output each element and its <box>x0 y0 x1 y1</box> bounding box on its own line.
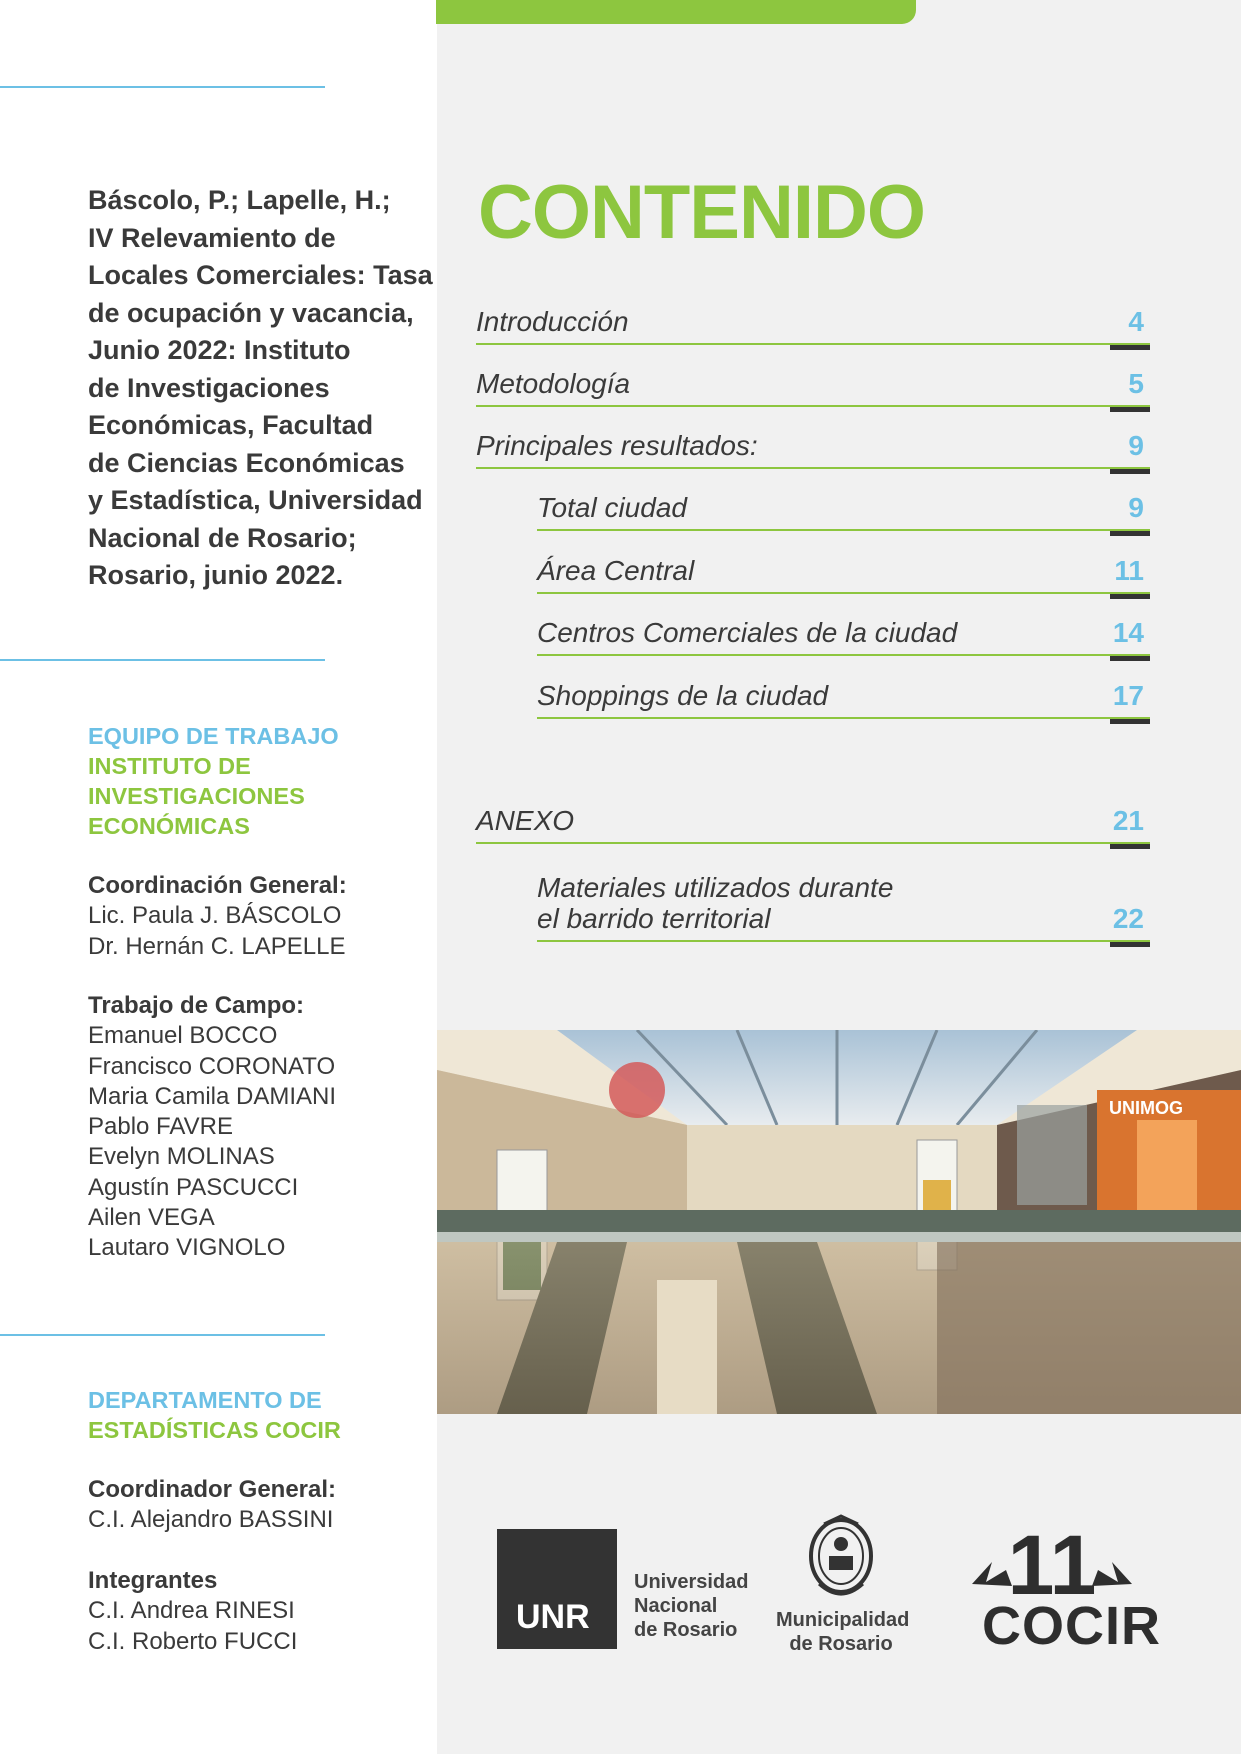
unr-name <box>634 1570 748 1642</box>
toc-subentry[interactable] <box>537 659 1150 719</box>
toc-underline <box>476 343 1150 345</box>
member-name: Lic. Paula J. BÁSCOLO <box>88 902 342 930</box>
toc-page-number: 5 <box>1128 368 1144 399</box>
member-name: Evelyn MOLINAS <box>88 1143 275 1171</box>
unr-name-line: de Rosario <box>634 1619 738 1641</box>
toc-underline <box>537 717 1150 719</box>
group-title: Integrantes <box>88 1567 218 1594</box>
member-name: Ailen VEGA <box>88 1204 215 1232</box>
municipality-name <box>776 1608 910 1656</box>
citation-line: IV Relevamiento de <box>88 222 336 253</box>
toc-label: Principales resultados: <box>476 430 758 461</box>
citation-line: Locales Comerciales: Tasa <box>88 260 433 290</box>
member-name: Dr. Hernán C. LAPELLE <box>88 932 346 960</box>
cocir-name: COCIR <box>982 1596 1161 1656</box>
divider-rule <box>0 659 325 661</box>
citation-line: Junio 2022: Instituto <box>88 335 351 365</box>
toc-underline <box>476 467 1150 469</box>
team-heading <box>88 721 339 841</box>
member-name: C.I. Alejandro BASSINI <box>88 1506 334 1534</box>
toc-subentry[interactable] <box>537 596 1150 656</box>
toc-label <box>537 872 893 934</box>
group-title: Coordinador General: <box>88 1476 337 1503</box>
cocir-emblem-icon <box>972 1516 1132 1598</box>
toc-subentry[interactable] <box>537 862 1150 942</box>
toc-underline <box>537 529 1150 531</box>
member-name: Maria Camila DAMIANI <box>88 1082 337 1110</box>
group-title: Trabajo de Campo: <box>88 992 305 1019</box>
unr-logo <box>497 1529 617 1649</box>
toc-page-number: 11 <box>1114 555 1144 586</box>
citation-line: y Estadística, Universidad <box>88 485 423 515</box>
toc-page-number: 9 <box>1128 430 1144 461</box>
member-name: C.I. Roberto FUCCI <box>88 1627 298 1655</box>
top-accent-bar <box>436 0 916 24</box>
mall-illustration <box>437 1030 1241 1414</box>
citation-line: de Ciencias Económicas <box>88 447 405 478</box>
toc-entry[interactable] <box>476 784 1150 844</box>
municipality-name-line: de Rosario <box>789 1633 893 1655</box>
contents-title: CONTENIDO <box>478 170 925 255</box>
citation-line: Nacional de Rosario; <box>88 522 357 553</box>
municipality-seal-icon <box>804 1514 878 1604</box>
department-heading-line: ESTADÍSTICAS COCIR <box>88 1417 341 1443</box>
toc-page-number: 14 <box>1112 617 1144 648</box>
toc-underline <box>537 592 1150 594</box>
toc-page-number: 9 <box>1128 492 1144 523</box>
toc-label: Área Central <box>537 555 695 586</box>
toc-page-number: 17 <box>1112 680 1144 711</box>
toc-page-marker <box>1110 844 1150 849</box>
toc-page-number: 4 <box>1128 306 1144 337</box>
team-heading-line: INVESTIGACIONES <box>88 783 305 809</box>
toc-label: Total ciudad <box>537 492 687 523</box>
cocir-number: 11 <box>1007 1518 1097 1598</box>
citation-line: de ocupación y vacancia, <box>88 297 414 328</box>
store-sign: UNIMOG <box>1109 1098 1183 1118</box>
member-name: Agustín PASCUCCI <box>88 1173 299 1201</box>
toc-page-number: 22 <box>1112 903 1144 934</box>
citation-line: Rosario, junio 2022. <box>88 560 344 590</box>
team-heading-line: ECONÓMICAS <box>88 813 250 839</box>
citation-block <box>88 182 433 595</box>
toc-label: Shoppings de la ciudad <box>537 680 829 711</box>
toc-underline <box>476 405 1150 407</box>
divider-rule <box>0 86 325 88</box>
toc-page-marker <box>1110 942 1150 947</box>
toc-entry[interactable] <box>476 409 1150 469</box>
toc-underline <box>537 940 1150 942</box>
members-group <box>88 1566 297 1657</box>
toc-subentry[interactable] <box>537 471 1150 531</box>
unr-logo-text: UNR <box>516 1598 590 1636</box>
shopping-mall-photo <box>437 1030 1241 1414</box>
unr-name-line: Universidad <box>634 1571 749 1593</box>
toc-label-line: Materiales utilizados durante <box>537 872 894 903</box>
group-title: Coordinación General: <box>88 872 347 899</box>
member-name: Francisco CORONATO <box>88 1052 336 1080</box>
toc-page-number: 21 <box>1112 805 1144 836</box>
toc-label: Introducción <box>476 306 629 337</box>
citation-line: Báscolo, P.; Lapelle, H.; <box>88 185 391 215</box>
toc-label: Metodología <box>476 368 631 399</box>
fieldwork-group <box>88 991 336 1264</box>
toc-label-line: el barrido territorial <box>537 903 771 934</box>
municipality-name-line: Municipalidad <box>776 1609 910 1631</box>
team-heading-line: INSTITUTO DE <box>88 753 251 779</box>
toc-underline <box>537 654 1150 656</box>
member-name: C.I. Andrea RINESI <box>88 1597 295 1625</box>
citation-line: de Investigaciones <box>88 372 330 403</box>
toc-label: ANEXO <box>476 805 575 836</box>
citation-line: Económicas, Facultad <box>88 410 374 440</box>
toc-page-marker <box>1110 719 1150 724</box>
member-name: Lautaro VIGNOLO <box>88 1234 286 1262</box>
department-heading <box>88 1385 341 1445</box>
toc-subentry[interactable] <box>537 534 1150 594</box>
toc-entry[interactable] <box>476 285 1150 345</box>
coordinator-group <box>88 1475 336 1536</box>
toc-underline <box>476 842 1150 844</box>
unr-name-line: Nacional <box>634 1595 718 1617</box>
member-name: Pablo FAVRE <box>88 1113 233 1141</box>
department-heading-line: DEPARTAMENTO DE <box>88 1387 322 1413</box>
divider-rule <box>0 1334 325 1336</box>
coordination-group <box>88 871 347 962</box>
member-name: Emanuel BOCCO <box>88 1022 278 1050</box>
toc-entry[interactable] <box>476 347 1150 407</box>
toc-label: Centros Comerciales de la ciudad <box>537 617 958 648</box>
team-heading-line: EQUIPO DE TRABAJO <box>88 723 339 749</box>
